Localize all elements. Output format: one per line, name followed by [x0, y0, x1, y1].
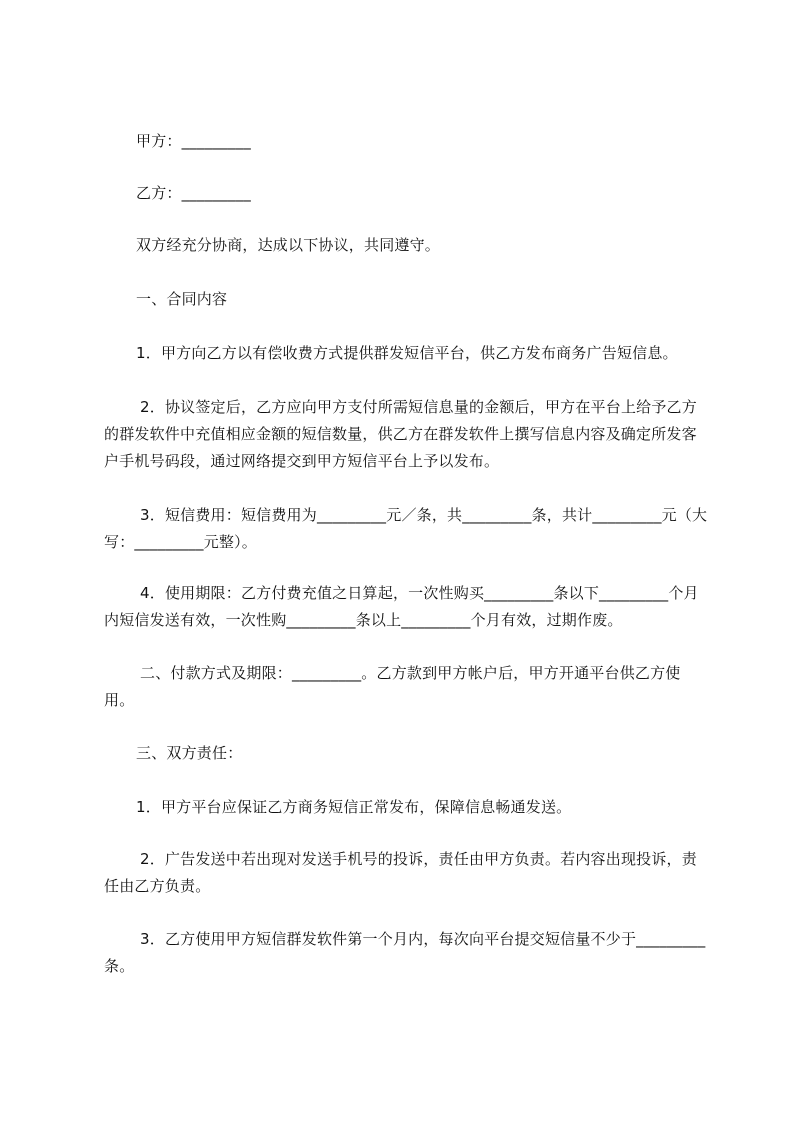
party-b-line: 乙方：_________	[136, 184, 251, 202]
section-1-item-4: 4．使用期限：乙方付费充值之日算起，一次性购买_________条以下_________个月内短信发送有效，一次性购_________条以上_________个月有效，过期作废。	[104, 584, 699, 629]
section-1-item-1: 1．甲方向乙方以有偿收费方式提供群发短信平台，供乙方发布商务广告短信息。	[136, 344, 678, 362]
preamble: 双方经充分协商，达成以下协议，共同遵守。	[136, 236, 441, 254]
section-3-item-1: 1．甲方平台应保证乙方商务短信正常发布，保障信息畅通发送。	[136, 798, 572, 816]
party-a-line: 甲方：_________	[136, 132, 251, 150]
section-1-item-3: 3．短信费用：短信费用为_________元／条，共_________条，共计_________元（大写：_________元整）。	[104, 506, 708, 551]
section-3-item-2: 2．广告发送中若出现对发送手机号的投诉，责任由甲方负责。若内容出现投诉，责任由乙方负责。	[104, 850, 697, 895]
section-3-heading: 三、双方责任：	[136, 744, 243, 762]
section-3-item-3: 3．乙方使用甲方短信群发软件第一个月内，每次向平台提交短信量不少于_________条。	[104, 930, 706, 975]
section-2-text: 二、付款方式及期限：_________。乙方款到甲方帐户后，甲方开通平台供乙方使用。	[104, 664, 681, 709]
section-1-heading: 一、合同内容	[136, 290, 228, 308]
section-1-item-2: 2．协议签定后，乙方应向甲方支付所需短信息量的金额后，甲方在平台上给予乙方的群发软件中充值相应金额的短信数量，供乙方在群发软件上撰写信息内容及确定所发客户手机号码段，通过网络提交到甲方短信平台上予以发布。	[104, 398, 697, 470]
